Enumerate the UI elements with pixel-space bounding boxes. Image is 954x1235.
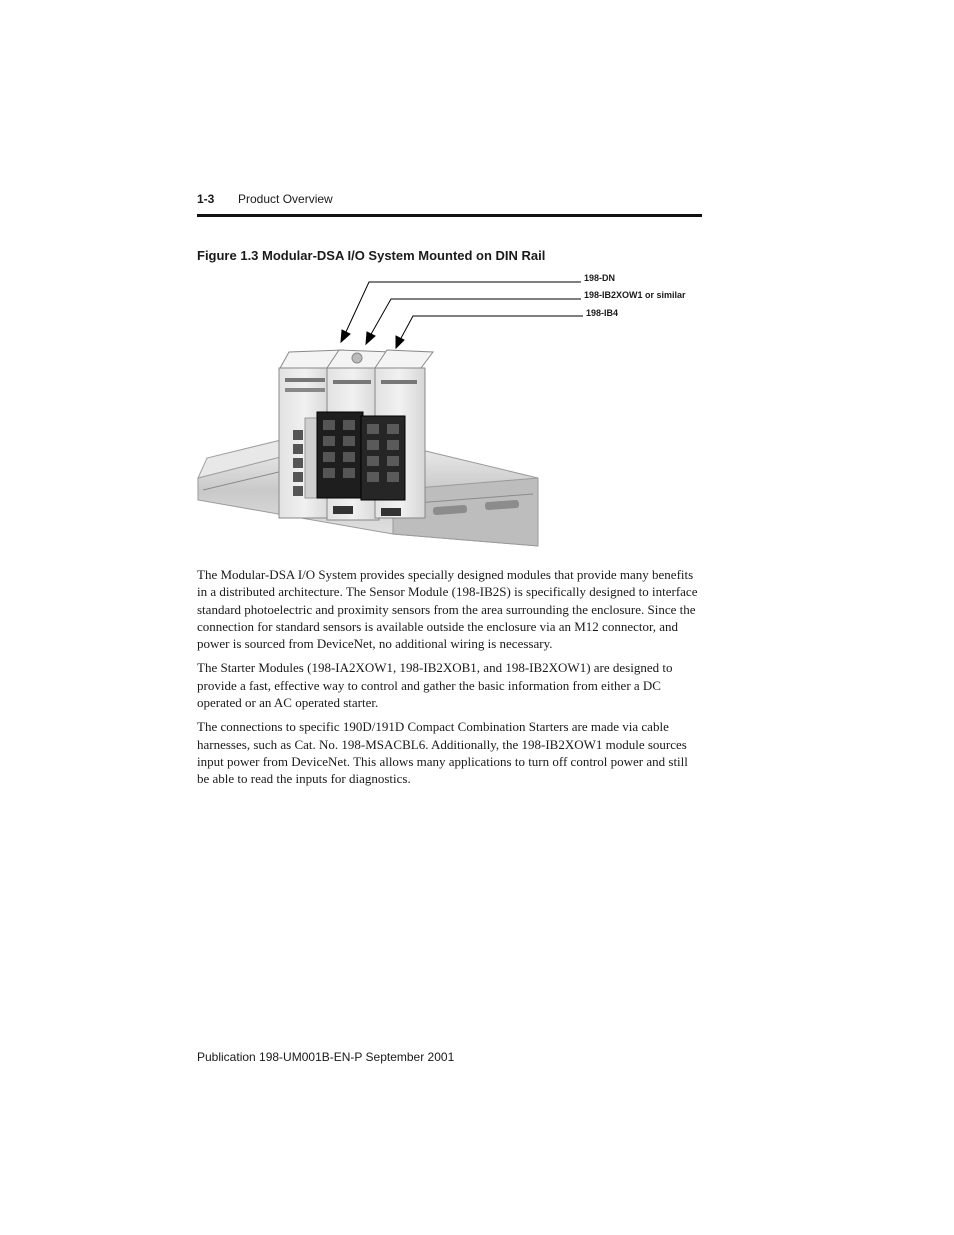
din-rail-illustration — [193, 268, 713, 558]
body-text — [197, 566, 703, 795]
callout-198-dn: 198-DN — [584, 273, 616, 283]
callout-198-ib4: 198-IB4 — [586, 308, 619, 318]
paragraph-connections: The connections to specific 190D/191D Compact Combination Starters are made via cable harnesses, such as Cat. No. 198-MSACBL6. Additionally, the 198-IB2XOW1 module sources input power from DeviceNet. This allows many applications to turn off control power and still be able to read the inputs for diagnostics. — [197, 719, 688, 787]
paragraph-starter-modules: The Starter Modules (198-IA2XOW1, 198-IB2XOB1, and 198-IB2XOW1) are designed to provide a fast, effective way to control and gather the basic information from either a DC operated or an AC operated starter. — [197, 660, 673, 711]
figure-title: Figure 1.3 Modular-DSA I/O System Mounted on DIN Rail — [197, 248, 546, 263]
publication-footer: Publication 198-UM001B-EN-P September 2001 — [197, 1050, 455, 1064]
section-title: Product Overview — [238, 192, 333, 206]
page-number: 1-3 — [197, 192, 215, 206]
callout-leaders — [341, 282, 583, 348]
callout-198-ib2xow1: 198-IB2XOW1 or similar — [584, 290, 686, 300]
paragraph-sensor-module: The Modular-DSA I/O System provides specially designed modules that provide many benefits in a distributed architecture. The Sensor Module (198-IB2S) is specifically designed to interface standard photoelectric and proximity sensors from the area surrounding the enclosure. Since the connection for standard sensors is available outside the enclosure via an M12 connector, and power is sourced from DeviceNet, no additional wiring is necessary. — [197, 567, 698, 652]
running-header — [197, 192, 333, 206]
header-rule — [197, 214, 702, 217]
figure-din-rail — [193, 268, 713, 558]
